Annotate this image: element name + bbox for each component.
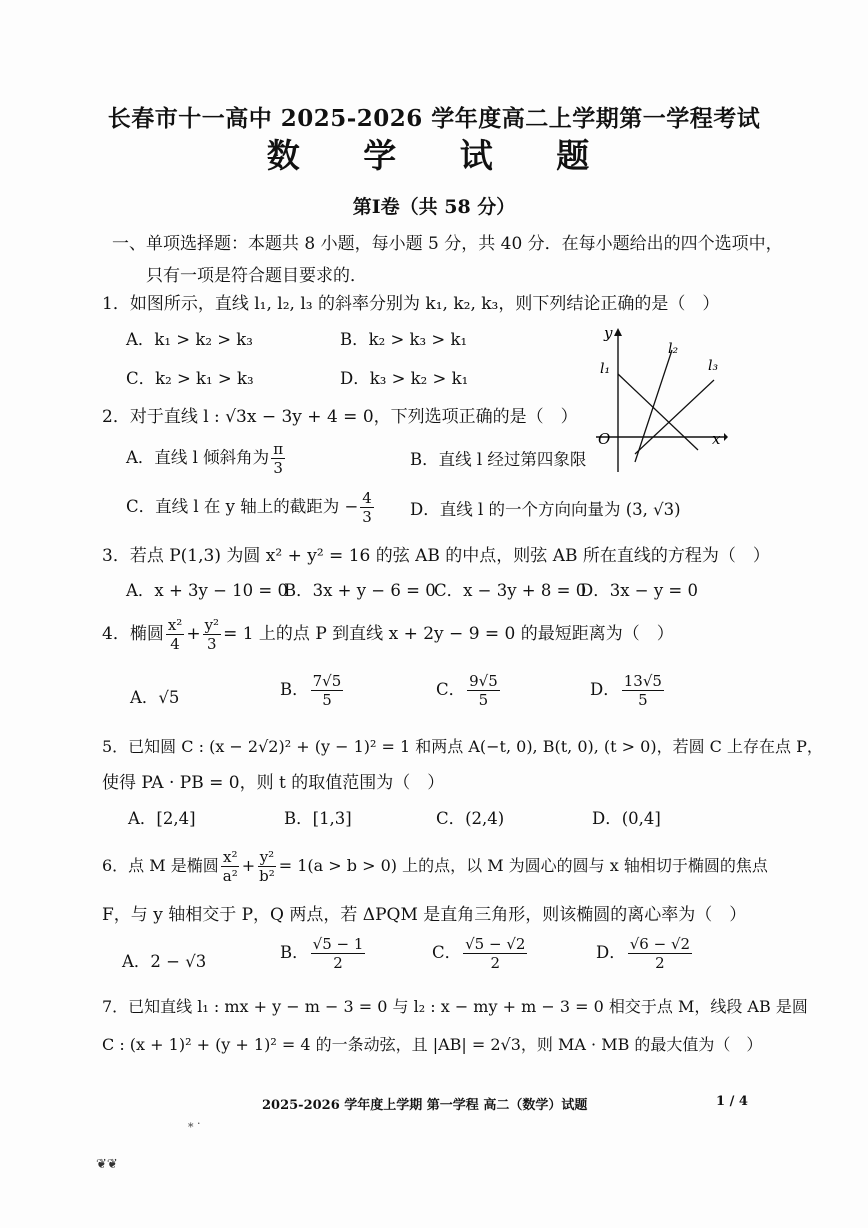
q2-c-num: 4: [362, 489, 372, 507]
q6-b-den: 2: [333, 954, 343, 972]
q5-option-a: A．[2,4]: [128, 809, 196, 828]
fig-origin-label: O: [598, 430, 611, 448]
q4-n1: x²: [167, 616, 183, 634]
q6-stem-pre: 6．点 M 是椭圆: [102, 856, 219, 875]
q6-frac-y: [257, 848, 277, 885]
q6-option-c: [432, 935, 529, 972]
q4-d-den: 5: [638, 691, 648, 709]
q4-stem-post: = 1 上的点 P 到直线 x + 2y − 9 = 0 的最短距离为（ ）: [223, 624, 674, 644]
q6-n1: x²: [222, 848, 238, 866]
q6-c-den: 2: [490, 954, 501, 972]
fig-x-label: x: [712, 430, 721, 448]
q4-b-fraction: [311, 672, 344, 709]
q6-stem-line2: F，与 y 轴相交于 P，Q 两点，若 ΔPQM 是直角三角形，则该椭圆的离心率为（ ）: [102, 905, 747, 925]
fig-l3-label: l₃: [708, 358, 719, 374]
q6-stem-line1: [102, 848, 768, 885]
q4-d1: 4: [170, 635, 180, 653]
q7-stem-line2: C : (x + 1)² + (y + 1)² = 4 的一条动弦，且 |AB| = 2√3，则 MA · MB 的最大值为（ ）: [102, 1035, 763, 1054]
q6-d1: a²: [222, 867, 238, 885]
q5-option-d: D．(0,4]: [592, 809, 661, 828]
subject-title: 数 学 试 题: [266, 136, 616, 175]
scan-speck: ⁎ ·: [188, 1117, 201, 1130]
fig-y-label: y: [604, 324, 613, 342]
q2-stem: 2．对于直线 l : √3x − 3y + 4 = 0，下列选项正确的是（ ）: [102, 407, 578, 427]
q4-frac-x: [166, 616, 184, 653]
q4-stem-pre: 4．椭圆: [102, 624, 164, 644]
q6-stem-post: = 1(a > b > 0) 上的点，以 M 为圆心的圆与 x 轴相切于椭圆的焦点: [278, 856, 768, 875]
q5-option-b: B．[1,3]: [284, 809, 352, 828]
exam-title: 长春市十一高中 2025-2026 学年度高二上学期第一学程考试: [107, 105, 761, 132]
q4-option-b: [280, 672, 345, 709]
part-heading-line2: 只有一项是符合题目要求的．: [146, 266, 367, 286]
q4-c-num: 9√5: [469, 672, 498, 690]
q6-d-num: √6 − √2: [629, 935, 691, 953]
q2-option-a: [126, 440, 287, 477]
q1-option-a: A．k₁ > k₂ > k₃: [126, 330, 253, 349]
q6-frac-x: [221, 848, 240, 885]
q5-stem-line1: 5．已知圆 C : (x − 2√2)² + (y − 1)² = 1 和两点 A(−t, 0), B(t, 0), (t > 0)，若圆 C 上存在点 P，: [102, 737, 823, 756]
part-heading-line1: 一、单项选择题：本题共 8 小题，每小题 5 分，共 40 分．在每小题给出的四个选项中，: [112, 234, 783, 254]
q3-option-d: D．3x − y = 0: [580, 581, 698, 600]
q6-plus: +: [241, 856, 256, 875]
q4-d-label: D．: [590, 680, 620, 699]
q4-d-fraction: [622, 672, 664, 709]
page-footer: 2025-2026 学年度上学期 第一学程 高二（数学）试题: [262, 1098, 588, 1113]
q6-b-fraction: [311, 935, 366, 972]
page-number: 1 / 4: [716, 1094, 748, 1109]
q6-d-den: 2: [655, 954, 665, 972]
q4-option-d: [590, 672, 666, 709]
q6-d-label: D．: [596, 943, 626, 962]
q3-stem: 3．若点 P(1,3) 为圆 x² + y² = 16 的弦 AB 的中点，则弦 AB 所在直线的方程为（ ）: [102, 546, 770, 566]
q4-c-den: 5: [478, 691, 489, 709]
q1-option-b: B．k₂ > k₃ > k₁: [340, 330, 468, 349]
q4-n2: y²: [204, 616, 220, 634]
q4-stem: [102, 616, 674, 653]
q2-option-d: D．直线 l 的一个方向向量为 (3, √3): [410, 500, 681, 519]
q4-option-c: [436, 672, 502, 709]
q1-option-d: D．k₃ > k₂ > k₁: [340, 369, 469, 388]
fig-l2-label: l₂: [668, 341, 679, 357]
q4-b-den: 5: [322, 691, 332, 709]
q6-b-num: √5 − 1: [312, 935, 364, 953]
q2-a-num: π: [273, 440, 284, 458]
q4-b-num: 7√5: [312, 672, 342, 690]
q2-a-fraction: [271, 440, 285, 477]
q2-c-text: C．直线 l 在 y 轴上的截距为 −: [126, 497, 359, 516]
q6-d-fraction: [628, 935, 692, 972]
q4-plus: +: [186, 624, 201, 644]
q7-stem-line1: 7．已知直线 l₁ : mx + y − m − 3 = 0 与 l₂ : x − my + m − 3 = 0 相交于点 M，线段 AB 是圆: [102, 997, 808, 1016]
q6-n2: y²: [259, 848, 275, 866]
q2-a-text: A．直线 l 倾斜角为: [126, 448, 270, 467]
q4-d2: 3: [207, 635, 217, 653]
q4-c-fraction: [467, 672, 500, 709]
q3-option-c: C．x − 3y + 8 = 0: [434, 581, 587, 600]
q6-b-label: B．: [280, 943, 309, 962]
q2-a-den: 3: [273, 459, 283, 477]
q2-c-fraction: [360, 489, 374, 526]
q4-d-num: 13√5: [623, 672, 662, 690]
q2-option-b: B．直线 l 经过第四象限: [410, 450, 587, 469]
q1-option-c: C．k₂ > k₁ > k₃: [126, 369, 254, 388]
q4-frac-y: [203, 616, 222, 653]
q4-b-label: B．: [280, 680, 309, 699]
q3-option-b: B．3x + y − 6 = 0: [284, 581, 436, 600]
q5-option-c: C．(2,4): [436, 809, 505, 828]
q6-c-fraction: [463, 935, 527, 972]
q2-option-c: [126, 489, 376, 526]
q4-c-label: C．: [436, 680, 466, 699]
q1-line-figure: [592, 322, 728, 474]
q6-option-b: [280, 935, 367, 972]
scan-mark: ❦❦: [96, 1157, 118, 1172]
q5-stem-line2: 使得 PA · PB = 0，则 t 的取值范围为（ ）: [102, 773, 445, 793]
q6-d2: b²: [259, 867, 275, 885]
q3-option-a: A．x + 3y − 10 = 0: [126, 581, 288, 600]
q6-c-label: C．: [432, 943, 462, 962]
q6-c-num: √5 − √2: [465, 935, 526, 953]
section-heading: 第Ⅰ卷（共 58 分）: [352, 196, 516, 218]
q2-c-den: 3: [362, 508, 372, 526]
q6-option-a: A．2 − √3: [122, 952, 207, 971]
q4-option-a: A．√5: [130, 688, 180, 707]
q1-stem: 1．如图所示，直线 l₁, l₂, l₃ 的斜率分别为 k₁, k₂, k₃，则下列结论正确的是（ ）: [102, 294, 720, 314]
fig-l1-label: l₁: [600, 361, 611, 377]
q6-option-d: [596, 935, 694, 972]
